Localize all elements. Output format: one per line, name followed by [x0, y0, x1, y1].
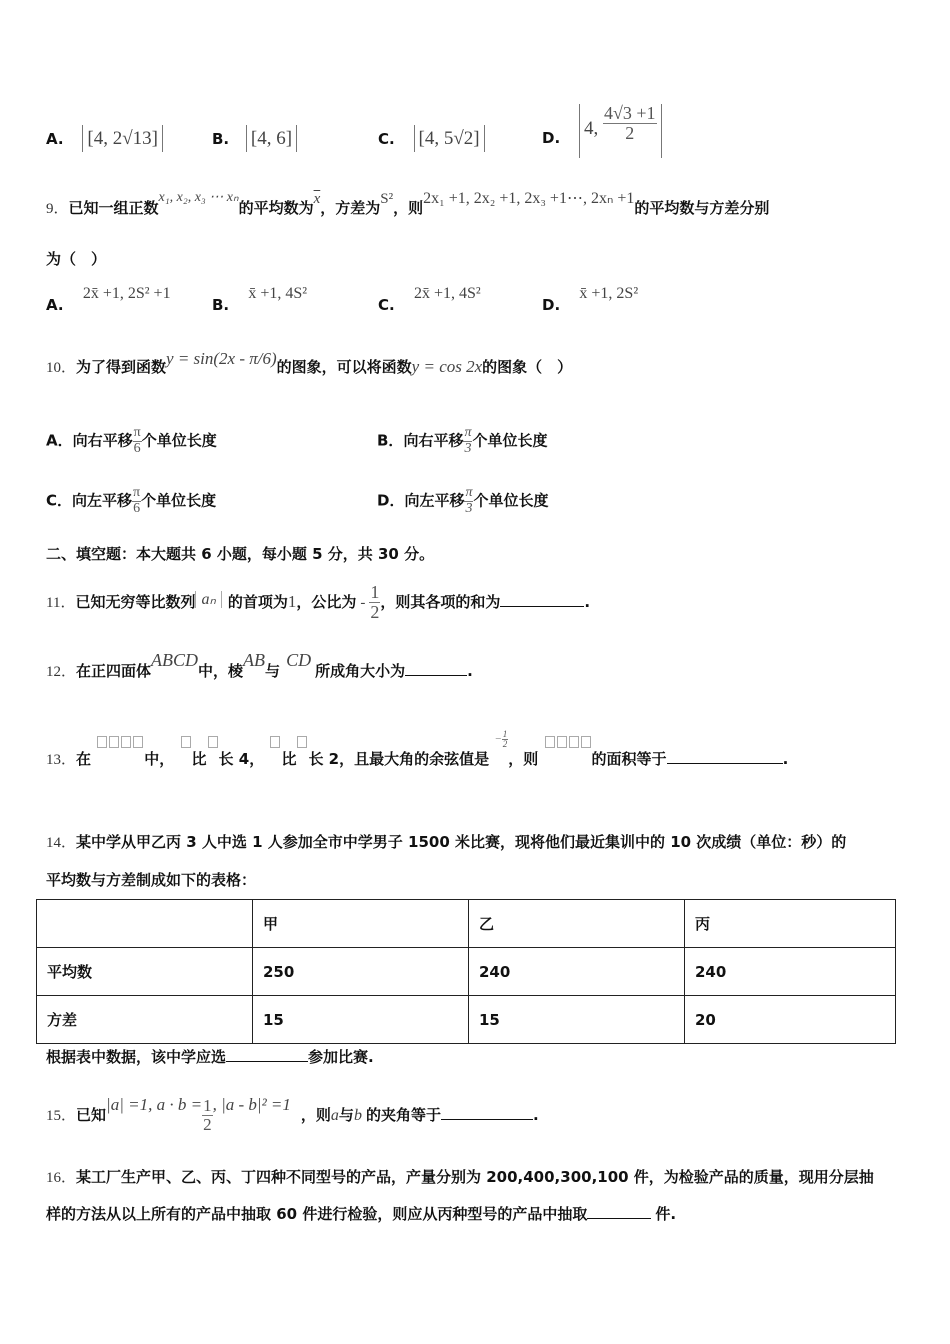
- q9-text: 已知一组正数: [68, 199, 159, 217]
- option-text: 个单位长度: [472, 431, 548, 450]
- fraction-denominator: 2: [203, 1115, 212, 1134]
- option-label: D.: [542, 129, 561, 147]
- table-cell: 20: [685, 996, 896, 1044]
- q12-text: 所成角大小为: [315, 662, 406, 680]
- q9-option-b: [212, 284, 308, 314]
- answer-blank[interactable]: [441, 1118, 533, 1120]
- fraction-numerator: 1: [502, 728, 508, 739]
- q10-option-d: [377, 486, 549, 516]
- option-label: D．: [377, 491, 405, 510]
- q10-option-b: [377, 426, 547, 456]
- question-14-line1: [46, 831, 846, 852]
- q14-answer-line: [46, 1046, 374, 1067]
- missing-glyph-triangle: [96, 738, 144, 756]
- q16-text: 某工厂生产甲、乙、丙、丁四种不同型号的产品，产量分别为 200,400,300,100 件，为检验产品的质量，现用分层抽: [76, 1168, 874, 1186]
- table-header-jia: 甲: [253, 900, 469, 948]
- question-16-line1: [46, 1166, 874, 1187]
- q12-math-edge-cd: CD: [286, 650, 312, 670]
- stats-table: [36, 899, 896, 1044]
- q11-text: 的首项为: [227, 593, 288, 611]
- fraction-numerator: π: [465, 485, 473, 500]
- option-math-lead: 4,: [583, 118, 599, 139]
- fraction-numerator: 1: [203, 1096, 212, 1116]
- q13-text: 在: [76, 750, 92, 768]
- q15-math-conditions: , |a - b|² =1: [212, 1095, 291, 1114]
- q10-text: 的图象，可以将函数: [276, 358, 412, 376]
- period: .: [532, 1106, 539, 1124]
- fraction-denominator: 2: [625, 122, 635, 143]
- fraction-denominator: 6: [133, 440, 141, 456]
- q9-text: 的平均数与方差分别: [634, 199, 770, 217]
- period: .: [782, 750, 789, 768]
- q13-text: ，则: [508, 750, 539, 768]
- q11-math-sequence: aₙ: [195, 591, 221, 608]
- fraction-denominator: 2: [502, 738, 508, 749]
- question-number: 11．: [46, 595, 76, 611]
- option-label: C.: [378, 296, 395, 314]
- fraction-numerator: 4√3 +1: [603, 103, 656, 123]
- question-number: 10．: [46, 360, 77, 376]
- fraction-numerator: 1: [370, 582, 380, 603]
- question-16-line2: [46, 1203, 676, 1224]
- option-math: [4, 2√13]: [82, 125, 163, 152]
- q9-option-a: [46, 284, 171, 314]
- question-13: [46, 728, 789, 771]
- option-text: 向左平移: [404, 491, 465, 510]
- option-math: x̄ +1, 4S²: [248, 285, 308, 302]
- q15-vector-a: a: [330, 1107, 339, 1124]
- option-math: [4, 5√2]: [414, 125, 485, 152]
- question-number: 12．: [46, 664, 77, 680]
- option-label: B.: [212, 296, 230, 314]
- question-number: 16．: [46, 1170, 77, 1186]
- table-header-yi: 乙: [469, 900, 685, 948]
- option-text: 向左平移: [72, 491, 133, 510]
- option-label: B.: [212, 130, 230, 148]
- section-title: 二、填空题：本大题共 6 小题，每小题 5 分，共 30 分。: [46, 545, 435, 563]
- option-math: 2x̄ +1, 4S²: [413, 285, 481, 302]
- q11-math-first-term: 1: [287, 592, 297, 611]
- q16-text: 件.: [655, 1205, 677, 1223]
- option-label: A．: [46, 431, 73, 450]
- question-15: [46, 1090, 539, 1141]
- q13-text: 的面积等于: [591, 750, 667, 768]
- q13-text: 长 2，且最大角的余弦值是: [308, 750, 490, 768]
- q16-text: 样的方法从以上所有的产品中抽取 60 件进行检验，则应从丙种型号的产品中抽取: [46, 1205, 588, 1223]
- q12-math-tetrahedron: ABCD: [151, 650, 199, 670]
- q9-math-variance: S²: [380, 191, 394, 207]
- fraction-numerator: π: [133, 485, 141, 500]
- table-cell: 15: [253, 996, 469, 1044]
- question-number: 15．: [46, 1108, 77, 1124]
- q9-paren: 为（ ）: [46, 250, 107, 268]
- option-text: 个单位长度: [473, 491, 549, 510]
- fraction-numerator: π: [464, 425, 472, 440]
- q15-text: 与: [338, 1106, 354, 1124]
- question-10: [46, 344, 572, 391]
- q10-math-cos: y = cos 2x: [411, 357, 483, 376]
- q11-text: ，则其各项的和为: [380, 593, 501, 611]
- fraction-numerator: π: [133, 425, 141, 440]
- answer-blank[interactable]: [405, 674, 467, 676]
- question-9: [46, 188, 769, 230]
- fraction-denominator: 3: [465, 500, 473, 516]
- question-14-line2: 平均数与方差制成如下的表格：: [46, 871, 257, 889]
- missing-glyph: [297, 736, 307, 748]
- table-cell: 240: [685, 948, 896, 996]
- question-number: 9．: [46, 201, 69, 217]
- question-number: 13．: [46, 752, 77, 768]
- period: .: [584, 593, 591, 611]
- q15-math-conditions: |a| =1, a · b =: [106, 1095, 203, 1114]
- table-cell: [37, 900, 253, 948]
- option-label: C．: [46, 491, 73, 510]
- table-cell: 15: [469, 996, 685, 1044]
- q9-math-transformed: 2x₁ +1, 2x₂ +1, 2x₃ +1⋯, 2xₙ +1: [423, 190, 635, 207]
- missing-glyph: [208, 736, 218, 748]
- option-math: [4, 6]: [246, 125, 297, 152]
- fraction-denominator: 3: [464, 440, 472, 456]
- q8-option-d: [542, 104, 662, 158]
- fraction-denominator: 6: [133, 500, 141, 516]
- fraction-denominator: 2: [370, 602, 380, 622]
- option-label: C.: [378, 130, 395, 148]
- q13-text: 中，: [144, 750, 175, 768]
- q11-text: ，公比为: [296, 593, 357, 611]
- q12-text: 与: [265, 662, 281, 680]
- missing-glyph-triangle: [544, 738, 592, 756]
- option-label: D.: [542, 296, 561, 314]
- option-text: 向右平移: [72, 431, 133, 450]
- question-12: [46, 650, 473, 681]
- option-text: 个单位长度: [141, 431, 217, 450]
- answer-blank[interactable]: [226, 1060, 308, 1062]
- question-number: 14．: [46, 835, 77, 851]
- q14-text: 参加比赛.: [308, 1048, 374, 1066]
- q10-option-c: [46, 486, 216, 516]
- q9-option-c: [378, 284, 481, 314]
- q9-text: ，则: [393, 199, 424, 217]
- answer-blank[interactable]: [667, 762, 783, 764]
- q11-minus-sign: -: [360, 595, 366, 611]
- q9-option-d: [542, 284, 639, 314]
- table-header-bing: 丙: [685, 900, 896, 948]
- q15-text: 的夹角等于: [365, 1106, 441, 1124]
- q13-text: 长 4，: [218, 750, 265, 768]
- table-cell: 250: [253, 948, 469, 996]
- table-row: [37, 996, 896, 1044]
- q10-option-a: [46, 426, 217, 456]
- missing-glyph: [270, 736, 280, 748]
- table-row-label: 平均数: [37, 948, 253, 996]
- table-header-row: [37, 900, 896, 948]
- option-text: 个单位长度: [141, 491, 217, 510]
- period: .: [467, 662, 473, 680]
- option-math: x̄ +1, 2S²: [579, 285, 639, 302]
- option-label: A.: [46, 130, 64, 148]
- option-text: 向右平移: [403, 431, 464, 450]
- q10-math-sin: y = sin(2x - π/6): [166, 349, 277, 368]
- q15-vector-b: b: [353, 1107, 362, 1124]
- table-row: [37, 948, 896, 996]
- q9-text: ，方差为: [320, 199, 381, 217]
- q10-text: 为了得到函数: [76, 358, 167, 376]
- q8-option-a: [46, 128, 163, 150]
- answer-blank[interactable]: [587, 1217, 651, 1219]
- q15-text: ，则: [300, 1106, 331, 1124]
- q9-math-mean: $\overline{x}$: [313, 191, 321, 207]
- q9-math-sequence: x₁, x₂, x₃ ⋯ xₙ: [158, 190, 239, 205]
- q13-text: 比: [191, 750, 207, 768]
- q11-text: 已知无穷等比数列: [75, 593, 196, 611]
- q9-text: 的平均数为: [238, 199, 314, 217]
- q8-option-c: [378, 128, 485, 150]
- q8-option-b: [212, 128, 297, 150]
- option-label: B．: [377, 431, 404, 450]
- missing-glyph: [181, 736, 191, 748]
- option-label: A.: [46, 296, 64, 314]
- q15-text: 已知: [76, 1106, 107, 1124]
- q14-text: 根据表中数据，该中学应选: [46, 1048, 227, 1066]
- question-11: [46, 572, 590, 633]
- q13-text: 比: [281, 750, 297, 768]
- table-cell: 240: [469, 948, 685, 996]
- q10-text: 的图象（ ）: [482, 358, 573, 376]
- q12-text: 在正四面体: [76, 662, 152, 680]
- q12-math-edge-ab: AB: [243, 650, 266, 670]
- q13-cosine-value: − 1 2: [494, 728, 508, 749]
- q12-text: 中，棱: [198, 662, 244, 680]
- answer-blank[interactable]: [500, 605, 584, 607]
- option-math: 2x̄ +1, 2S² +1: [82, 285, 171, 302]
- table-row-label: 方差: [37, 996, 253, 1044]
- q14-text: 某中学从甲乙丙 3 人中选 1 人参加全市中学男子 1500 米比赛，现将他们最近集训中的 10 次成绩（单位：秒）的: [76, 833, 847, 851]
